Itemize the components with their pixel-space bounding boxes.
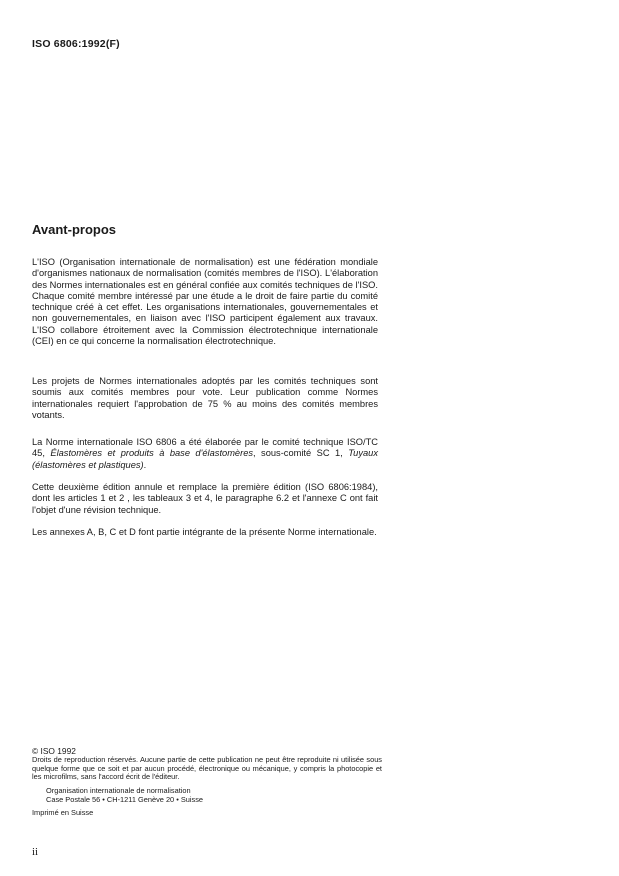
foreword-paragraph-4: Cette deuxième édition annule et remplace la première édition (ISO 6806:1984), dont les articles 1 et 2 , les tableaux 3 et 4, le paragraphe 6.2 et l'annexe C ont fait l'objet d'une révision technique.: [32, 482, 378, 515]
copyright-block: [32, 746, 382, 817]
p3-text-c: , sous-comité SC 1,: [253, 448, 349, 459]
publisher-address: [46, 786, 382, 804]
org-name: Organisation internationale de normalisation: [46, 785, 191, 795]
p3-text-e: .: [143, 459, 147, 470]
section-heading: Avant-propos: [32, 222, 117, 237]
foreword-paragraph-1: L'ISO (Organisation internationale de normalisation) est une fédération mondiale d'organismes nationaux de normalisation (comités membres de l'ISO). L'élaboration des Normes internationales est en général confiée aux comités techniques de l'ISO. Chaque comité membre intéressé par une étude a le droit de faire partie du comité technique créé à cet effet. Les organisations internationales, gouvernementales et non gouvernementales, en liaison avec l'ISO participent également aux travaux. L'ISO collabore étroitement avec la Commission électrotechnique internationale (CEI) en ce qui concerne la normalisation électrotechnique.: [32, 257, 378, 347]
copyright-line: © ISO 1992: [32, 746, 76, 756]
foreword-paragraph-5: Les annexes A, B, C et D font partie intégrante de la présente Norme internationale.: [32, 527, 377, 537]
foreword-paragraph-3: [32, 437, 378, 471]
foreword-paragraph-2: Les projets de Normes internationales adoptés par les comités techniques sont soumis aux comités membres pour vote. Leur publication comme Normes internationales requiert l'approbation de 75 % au moins des comités membres votants.: [32, 376, 378, 420]
p3-committee-title: Élastomères et produits à base d'élastomères: [50, 448, 254, 459]
printed-in: Imprimé en Suisse: [32, 807, 94, 817]
p3-subcommittee-title: Tuyaux (élastomères et plastiques): [32, 448, 378, 470]
document-id: ISO 6806:1992(F): [32, 38, 120, 50]
org-address: Case Postale 56 • CH-1211 Genève 20 • Suisse: [46, 794, 204, 804]
page-number: ii: [32, 846, 39, 858]
p3-text-a: La Norme internationale ISO 6806 a été élaborée par le comité technique ISO/TC 45,: [32, 437, 378, 459]
rights-notice: Droits de reproduction réservés. Aucune partie de cette publication ne peut être reproduite ni utilisée sous quelque forme que ce soit et par aucun procédé, électronique ou mécanique, y compris la photocopie et les microfilms, sans l'accord écrit de l'éditeur.: [32, 755, 382, 782]
